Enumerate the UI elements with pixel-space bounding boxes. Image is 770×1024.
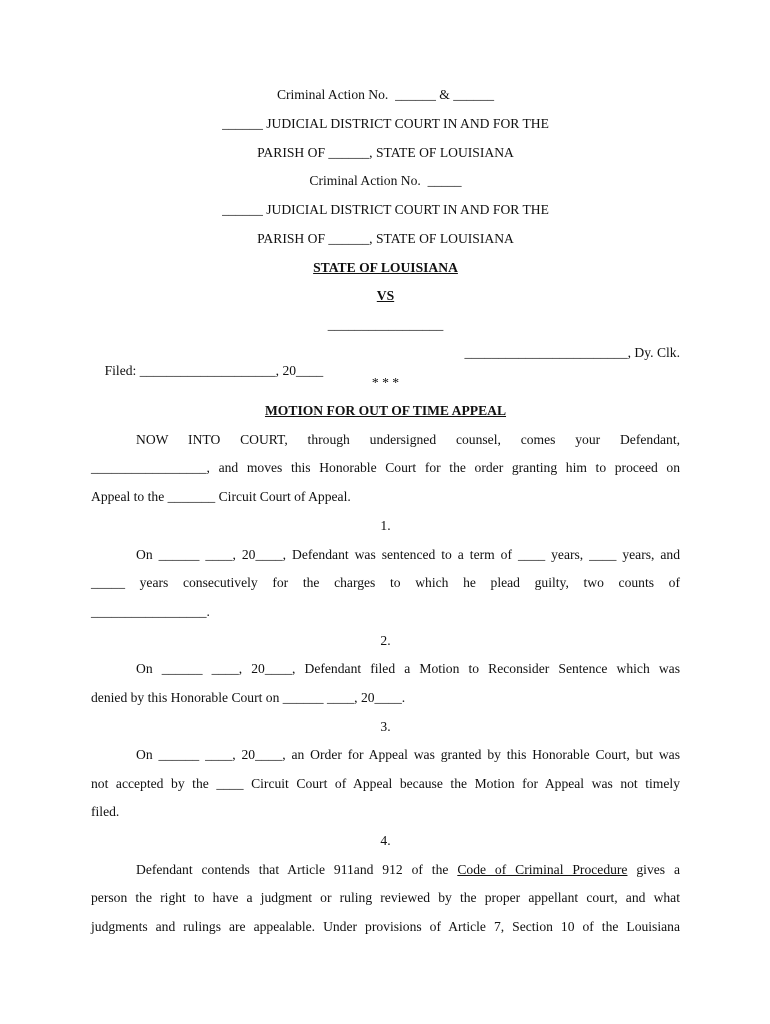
- filed-date: Filed: ____________________, 20____: [104, 363, 324, 378]
- p1-line-2: _____ years consecutively for the charges to which he plead guilty, two counts of: [91, 575, 680, 590]
- parish-line-1: PARISH OF ______, STATE OF LOUISIANA: [257, 145, 514, 160]
- p4-line-3: judgments and rulings are appealable. Under provisions of Article 7, Section 10 of the Louisiana: [91, 919, 680, 934]
- case-number-1: Criminal Action No. ______ & ______: [276, 87, 495, 102]
- code-of-criminal-procedure: Code of Criminal Procedure: [457, 862, 628, 877]
- p4-line-1-text: Defendant contends that Article 911and 912 of the: [136, 862, 458, 877]
- p2-line-2: denied by this Honorable Court on ______ ____, 20____.: [91, 690, 406, 705]
- case-number-2: Criminal Action No. _____: [309, 173, 462, 188]
- paragraph-number-4: 4.: [380, 833, 391, 848]
- paragraph-number-2: 2.: [380, 633, 391, 648]
- court-line-2: ______ JUDICIAL DISTRICT COURT IN AND FOR THE: [222, 202, 549, 217]
- filed-line: [91, 344, 680, 378]
- paragraph-number-3: 3.: [380, 719, 391, 734]
- intro-line-3: Appeal to the _______ Circuit Court of Appeal.: [91, 489, 351, 504]
- p3-line-2: not accepted by the ____ Circuit Court of Appeal because the Motion for Appeal was not timely: [91, 776, 680, 791]
- p4-line-1-end: gives a: [627, 862, 680, 877]
- p1-line-1: On ______ ____, 20____, Defendant was sentenced to a term of ____ years, ____ years, and: [136, 547, 680, 562]
- p2-line-1: On ______ ____, 20____, Defendant filed a Motion to Reconsider Sentence which was: [136, 661, 680, 676]
- versus: VS: [376, 288, 395, 303]
- p1-line-3: _________________.: [91, 604, 210, 619]
- parish-line-2: PARISH OF ______, STATE OF LOUISIANA: [257, 231, 514, 246]
- intro-line-1: NOW INTO COURT, through undersigned counsel, comes your Defendant,: [136, 432, 680, 447]
- p3-line-1: On ______ ____, 20____, an Order for Appeal was granted by this Honorable Court, but was: [136, 747, 680, 762]
- deputy-clerk: ________________________, Dy. Clk.: [464, 345, 680, 360]
- court-line-1: ______ JUDICIAL DISTRICT COURT IN AND FOR THE: [222, 116, 549, 131]
- motion-title: MOTION FOR OUT OF TIME APPEAL: [264, 403, 507, 418]
- separator: * * *: [371, 375, 400, 390]
- defendant-blank: _________________: [327, 317, 444, 332]
- intro-line-2: _________________, and moves this Honorable Court for the order granting him to proceed on: [91, 460, 680, 475]
- p3-line-3: filed.: [91, 804, 120, 819]
- plaintiff-name: STATE OF LOUISIANA: [313, 260, 458, 275]
- p4-line-1: [136, 861, 680, 879]
- paragraph-number-1: 1.: [380, 518, 391, 533]
- p4-line-2: person the right to have a judgment or ruling reviewed by the proper appellant court, and what: [91, 890, 680, 905]
